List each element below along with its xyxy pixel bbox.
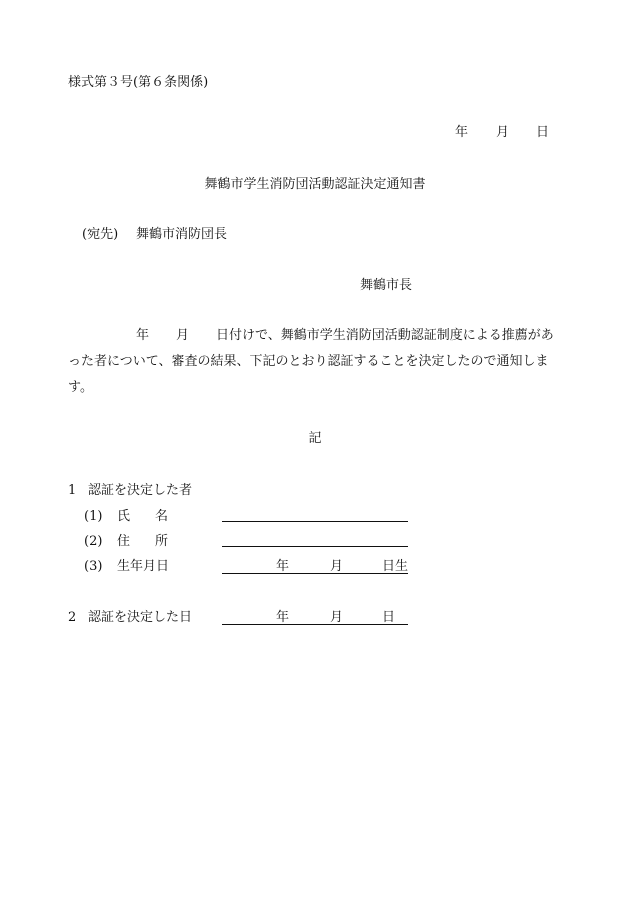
section1-number: 1 xyxy=(68,483,77,498)
body-line2: った者について、審査の結果、下記のとおり認証することを決定したので通知しま xyxy=(68,354,549,369)
form-label: 様式第３号(第６条関係) xyxy=(68,75,209,90)
date-header-year: 年 xyxy=(455,125,469,140)
decision-month: 月 xyxy=(330,610,344,625)
ki-heading: 記 xyxy=(308,431,322,446)
item3-number: (3) xyxy=(84,559,103,574)
section2-label: 認証を決定した日 xyxy=(88,610,193,625)
birth-day: 日生 xyxy=(382,559,409,574)
address-field-underline xyxy=(222,546,408,547)
item2-label-b: 所 xyxy=(155,534,169,549)
sender-name: 舞鶴市長 xyxy=(360,278,413,293)
body-line3: す。 xyxy=(68,380,93,395)
name-field-underline xyxy=(222,521,408,522)
birth-year: 年 xyxy=(276,559,290,574)
date-header-day: 日 xyxy=(536,125,550,140)
birthdate-field-underline xyxy=(222,573,408,574)
section1-label: 認証を決定した者 xyxy=(88,483,193,498)
addressee-label: (宛先) xyxy=(82,227,119,242)
item1-label-b: 名 xyxy=(155,509,169,524)
item1-label-a: 氏 xyxy=(117,509,131,524)
body-month: 月 xyxy=(176,328,190,343)
addressee-name: 舞鶴市消防団長 xyxy=(136,227,228,242)
decision-year: 年 xyxy=(276,610,290,625)
decision-day: 日 xyxy=(382,610,396,625)
item3-label: 生年月日 xyxy=(117,559,170,574)
item2-number: (2) xyxy=(84,534,103,549)
section2-number: 2 xyxy=(68,610,77,625)
birth-month: 月 xyxy=(330,559,344,574)
body-line1: 日付けで、舞鶴市学生消防団活動認証制度による推薦があ xyxy=(216,328,554,343)
document-title: 舞鶴市学生消防団活動認証決定通知書 xyxy=(204,177,426,192)
decision-date-underline xyxy=(222,624,408,625)
item1-number: (1) xyxy=(84,509,103,524)
date-header-month: 月 xyxy=(496,125,510,140)
item2-label-a: 住 xyxy=(117,534,131,549)
body-year: 年 xyxy=(136,328,150,343)
